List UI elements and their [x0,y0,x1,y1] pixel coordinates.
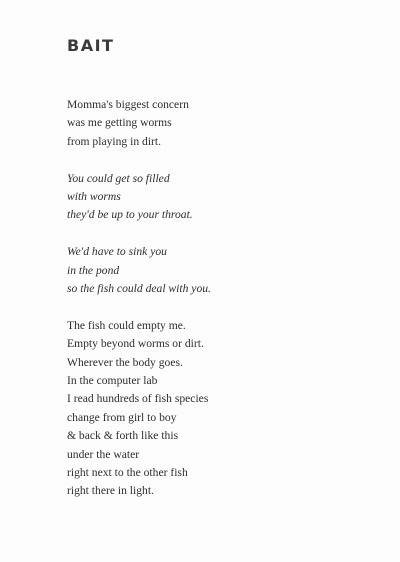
poem-line: I read hundreds of fish species [67,392,209,406]
poem-line: under the water [67,447,140,461]
poem-line: in the pond [67,263,120,277]
poem-title: BAIT [67,36,115,55]
poem-line: Momma's biggest concern [67,98,189,111]
poem-line: so the fish could deal with you. [67,282,211,296]
poem-line: & back & forth like this [67,429,179,443]
poem-line: right there in light. [67,484,154,498]
poem-line: Wherever the body goes. [67,355,183,369]
poem-line: with worms [67,190,121,204]
poem-line: In the computer lab [67,374,158,388]
stanza-4 [67,317,367,501]
poem-line: was me getting worms [67,116,172,130]
poem-line: from playing in dirt. [67,134,162,148]
poem-line: The fish could empty me. [67,318,186,332]
poem-line: We'd have to sink you [67,245,167,259]
poem-line: right next to the other fish [67,466,188,480]
stanza-2 [67,170,367,225]
stanza-1 [67,96,367,151]
poem-line: You could get so filled [67,171,170,185]
poem-line: Empty beyond worms or dirt. [67,337,204,351]
poem-line: they'd be up to your throat. [67,208,193,222]
stanza-3 [67,243,367,298]
poem-body [67,96,367,519]
poem-line: change from girl to boy [67,410,177,424]
